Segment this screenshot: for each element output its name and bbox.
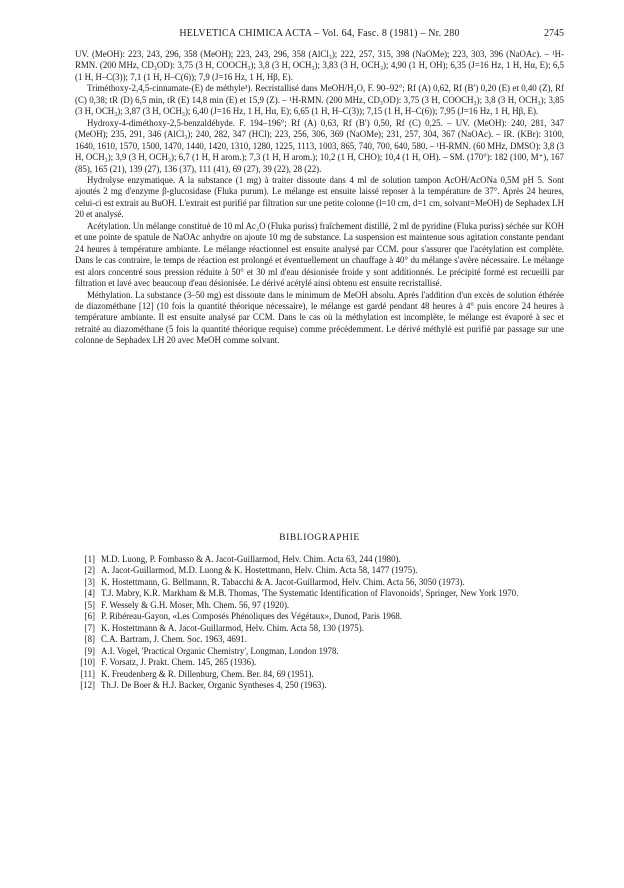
reference-item xyxy=(75,646,564,657)
paragraph-trimethoxy-cinnamate: Triméthoxy-2,4,5-cinnamate-(E) de méthyle³). Recristallisé dans MeOH/H₂O, F. 90–92°; Rf (A) 0,62, Rf (B′) 0,20 (E) et 0,40 (Z), Rf (C) 0,38; tR (D) 6,5 min, tR (E) 14,8 min (E) et 15,9 (Z). – ¹H-RMN. (200 MHz, CD₃OD): 3,75 (3 H, COOCH₃); 3,8 (3 H, OCH₃); 3,85 (3 H, OCH₃); 3,87 (3 H, OCH₃); 6,40 (J=16 Hz, 1 H, Hα, E); 6,65 (1 H, H–C(3)); 7,15 (1 H, H–C(6)); 7,95 (J=16 Hz, 1 H, Hβ, E). xyxy=(75,83,564,117)
reference-number: [2] xyxy=(84,565,95,576)
reference-item xyxy=(75,577,564,588)
reference-text: P. Ribéreau-Gayon, «Les Composés Phénoliques des Végétaux», Dunod, Paris 1968. xyxy=(101,611,403,622)
paragraph-methylation: Méthylation. La substance (3–50 mg) est dissoute dans le minimum de MeOH absolu. Après l'addition d'un excès de solution éthérée de diazométhane [12] (10 fois la quantité théorique nécessaire), le mélange est gardé pendant 48 heures à 4° puis encore 24 heures à température ambiante. Il est ensuite analysé par CCM. Dans le cas où la méthylation est incomplète, le mélange est évaporé à sec et retraité au diazométhane (5 fois la quantité théorique requise) comme précédemment. Le dérivé méthylé est purifié par passage sur une colonne de Sephadex LH 20 avec MeOH comme solvant. xyxy=(75,289,564,346)
reference-text: F. Vorsatz, J. Prakt. Chem. 145, 265 (1936). xyxy=(101,657,257,668)
reference-item xyxy=(75,600,564,611)
reference-item xyxy=(75,565,564,576)
reference-text: K. Freudenberg & R. Dillenburg, Chem. Ber. 84, 69 (1951). xyxy=(101,668,314,679)
reference-number: [6] xyxy=(84,611,95,622)
reference-text: T.J. Mabry, K.R. Markham & M.B. Thomas, 'The Systematic Identification of Flavonoids', Springer, New York 1970. xyxy=(101,588,519,599)
reference-number: [3] xyxy=(84,576,95,587)
reference-number: [1] xyxy=(84,554,95,564)
paragraph-enzymatic-hydrolysis: Hydrolyse enzymatique. A la substance (1 mg) à traiter dissoute dans 4 ml de solution tampon AcOH/AcONa 0,5M pH 5. Sont ajoutés 2 mg d'enzyme β-glucosidase (Fluka purum). Le mélange est ensuite laissé reposer à la température de 37°. Après 24 heures, celui-ci est extrait au BuOH. L'extrait est purifié par filtration sur une petite colonne (l=10 cm, d=1 cm, solvant=MeOH) de Sephadex LH 20 et analysé. xyxy=(75,174,564,220)
reference-item xyxy=(75,623,564,634)
reference-text: M.D. Luong, P. Fombasso & A. Jacot-Guillarmod, Helv. Chim. Acta 63, 244 (1980). xyxy=(101,554,401,564)
reference-item xyxy=(75,554,564,565)
reference-text: K. Hostettmann, G. Bellmann, R. Tabacchi & A. Jacot-Guillarmod, Helv. Chim. Acta 56, 3050 (1973). xyxy=(101,576,465,587)
reference-text: A.I. Vogel, 'Practical Organic Chemistry', Longman, London 1978. xyxy=(101,645,339,656)
reference-item xyxy=(75,611,564,622)
reference-number: [7] xyxy=(84,622,95,633)
reference-text: C.A. Bartram, J. Chem. Soc. 1963, 4691. xyxy=(101,634,247,645)
reference-item xyxy=(75,634,564,645)
paragraph-uv-data: UV. (MeOH): 223, 243, 296, 358 (MeOH); 223, 243, 296, 358 (AlCl₃); 222, 257, 315, 398 (NaOMe); 223, 303, 396 (NaOAc). – ¹H-RMN. (200 MHz, CD₃OD): 3,75 (3 H, COOCH₃); 3,8 (3 H, OCH₃); 3,83 (3 H, OCH₃); 4,90 (1 H, OH); 6,35 (J=16 Hz, 1 H, Hα, E); 6,5 (1 H, H–C(3)); 7,1 (1 H, H–C(6)); 7,9 (J=16 Hz, 1 H, Hβ, E). xyxy=(75,49,564,82)
reference-text: A. Jacot-Guillarmod, M.D. Luong & K. Hostettmann, Helv. Chim. Acta 58, 1477 (1975). xyxy=(101,565,418,576)
body-text xyxy=(75,49,564,347)
bibliography-heading: BIBLIOGRAPHIE xyxy=(279,533,360,543)
reference-item xyxy=(75,669,564,680)
paragraph-hydroxy-benzaldehyde: Hydroxy-4-diméthoxy-2,5-benzaldéhyde. F. 194–196°; Rf (A) 0,63, Rf (B′) 0,50, Rf (C) 0,25. – UV. (MeOH): 240, 281, 347 (MeOH); 235, 291, 346 (AlCl₃); 240, 282, 347 (HCl); 223, 256, 306, 369 (NaOMe); 231, 257, 304, 367 (NaOAc). – IR. (KBr): 3100, 1640, 1610, 1570, 1500, 1470, 1440, 1420, 1310, 1280, 1225, 1113, 1003, 865, 740, 700, 640, 580. – ¹H-RMN. (60 MHz, DMSO): 3,8 (3 H, OCH₃); 3,9 (3 H, OCH₃); 6,7 (1 H, H arom.); 7,3 (1 H, H arom.); 10,2 (1 H, CHO); 10,4 (1 H, OH). – SM. (170°): 182 (100, M⁺), 167 (85), 165 (21), 139 (27), 136 (37), 111 (41), 69 (27), 39 (22), 28 (22). xyxy=(75,117,564,174)
running-header xyxy=(75,28,564,42)
reference-number: [5] xyxy=(84,599,95,610)
reference-number: [9] xyxy=(84,645,95,656)
reference-text: K. Hostettmann & A. Jacot-Guillarmod, Helv. Chim. Acta 58, 130 (1975). xyxy=(101,622,364,633)
reference-number: [12] xyxy=(80,679,95,690)
reference-number: [4] xyxy=(84,588,95,599)
reference-number: [10] xyxy=(80,657,95,668)
reference-text: Th.J. De Boer & H.J. Backer, Organic Syntheses 4, 250 (1963). xyxy=(101,679,327,690)
journal-header: HELVETICA CHIMICA ACTA – Vol. 64, Fasc. 8 (1981) – Nr. 280 xyxy=(179,28,460,39)
reference-item xyxy=(75,588,564,599)
reference-list xyxy=(75,554,564,691)
paragraph-acetylation: Acétylation. Un mélange constitué de 10 ml Ac₂O (Fluka puriss) fraîchement distillé, 2 ml de pyridine (Fluka puriss) séchée sur KOH et une pointe de spatule de NaOAc anhydre on ajoute 10 mg de substance. La suspension est maintenue sous agitation constante pendant 24 heures à température ambiante. Le mélange réactionnel est ensuite analysé par CCM. pour s'assurer que l'acétylation est complète. Dans le cas contraire, le temps de réaction est prolongé et éventuellement un chauffage à 40° du mélange s'avère nécessaire. Le mélange est alors concentré sous pression réduite à 50° et 30 ml d'eau désionisée froide y sont additionnés. Le précipité formé est recueilli par filtration et lavé avec beaucoup d'eau désionisée. Le dérivé acétylé ainsi obtenu est ensuite recristallisé. xyxy=(75,220,564,289)
reference-item xyxy=(75,680,564,691)
reference-item xyxy=(75,657,564,668)
reference-number: [8] xyxy=(84,634,95,645)
reference-text: F. Wessely & G.H. Moser, Mh. Chem. 56, 97 (1920). xyxy=(101,599,290,610)
page-number: 2745 xyxy=(544,28,564,39)
reference-number: [11] xyxy=(80,668,95,679)
